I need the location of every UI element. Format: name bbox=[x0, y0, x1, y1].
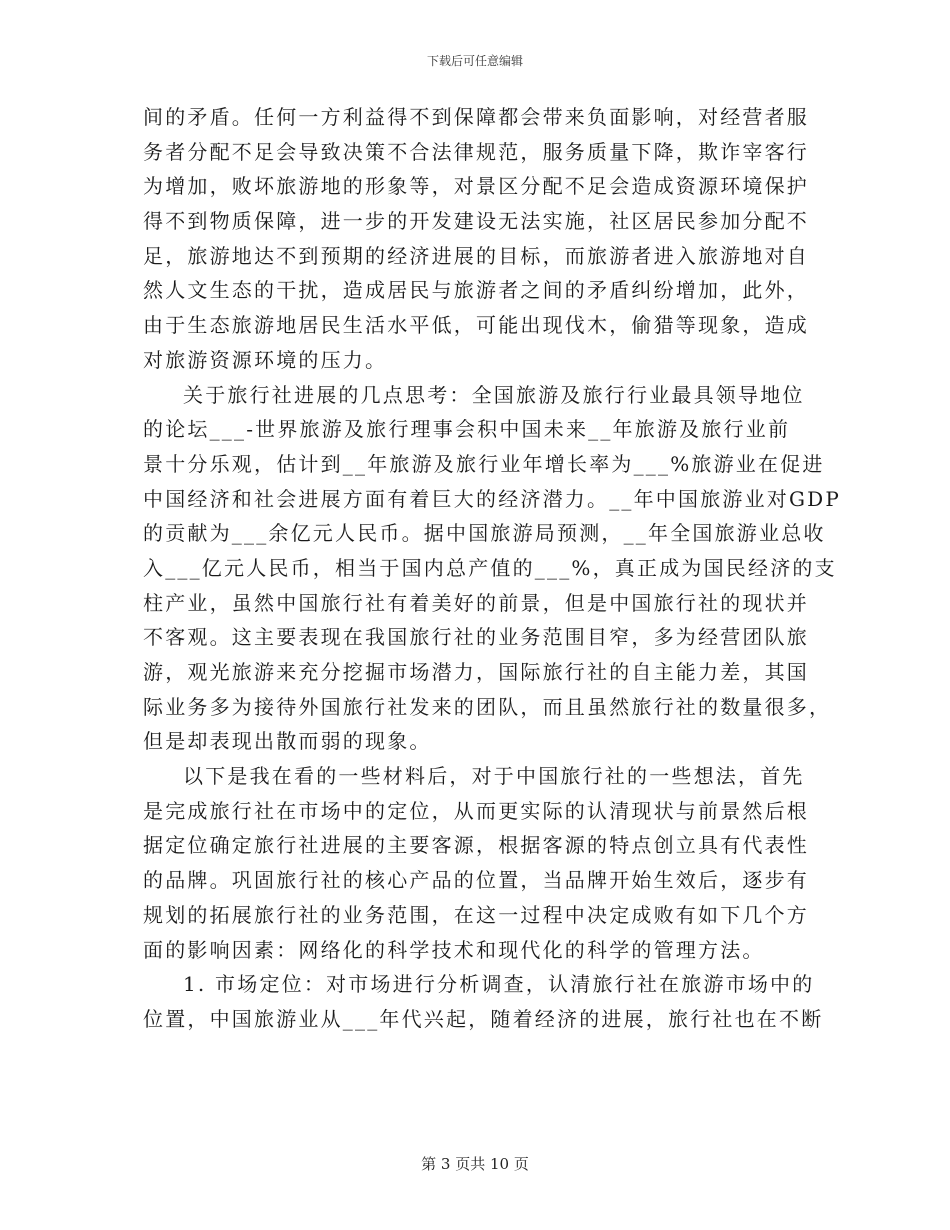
page-footer: 第 3 页共 10 页 bbox=[421, 1155, 529, 1173]
text-line: 但是却表现出散而弱的现象。 bbox=[143, 729, 432, 754]
text-line: 入___亿元人民币，相当于国内总产值的___%，真正成为国民经济的支 bbox=[143, 555, 837, 580]
text-line: 1. 市场定位：对市场进行分析调查，认清旅行社在旅游市场中的 bbox=[183, 972, 815, 997]
text-line: 为增加，败坏旅游地的形象等，对景区分配不足会造成资源环境保护 bbox=[143, 174, 809, 199]
text-line: 的品牌。巩固旅行社的核心产品的位置，当品牌开始生效后，逐步有 bbox=[143, 868, 809, 893]
text-line: 以下是我在看的一些材料后，对于中国旅行社的一些想法，首先 bbox=[183, 764, 805, 789]
text-line: 据定位确定旅行社进展的主要客源，根据客源的特点创立具有代表性 bbox=[143, 833, 809, 858]
text-line: 对旅游资源环境的压力。 bbox=[143, 347, 388, 372]
text-line: 的贡献为___余亿元人民币。据中国旅游局预测，__年全国旅游业总收 bbox=[143, 521, 826, 546]
text-line: 由于生态旅游地居民生活水平低，可能出现伐木，偷猎等现象，造成 bbox=[143, 313, 809, 338]
text-line: 务者分配不足会导致决策不合法律规范，服务质量下降，欺诈宰客行 bbox=[143, 139, 809, 164]
text-line: 际业务多为接待外国旅行社发来的团队，而且虽然旅行社的数量很多， bbox=[143, 694, 832, 719]
text-line: 是完成旅行社在市场中的定位，从而更实际的认清现状与前景然后根 bbox=[143, 798, 809, 823]
text-line: 然人文生态的干扰，造成居民与旅游者之间的矛盾纠纷增加，此外， bbox=[143, 278, 809, 303]
text-line: 中国经济和社会进展方面有着巨大的经济潜力。__年中国旅游业对GDP bbox=[143, 486, 842, 511]
text-line: 的论坛___-世界旅游及旅行理事会积中国未来__年旅游及旅行业前 bbox=[143, 417, 791, 442]
paragraph bbox=[143, 378, 842, 760]
text-line: 位置，中国旅游业从___年代兴起，随着经济的进展，旅行社也在不断 bbox=[143, 1006, 824, 1031]
text-line: 柱产业，虽然中国旅行社有着美好的前景，但是中国旅行社的现状并 bbox=[143, 590, 809, 615]
text-line: 间的矛盾。任何一方利益得不到保障都会带来负面影响，对经营者服 bbox=[143, 105, 809, 129]
text-line: 面的影响因素：网络化的科学技术和现代化的科学的管理方法。 bbox=[143, 937, 765, 962]
text-line: 景十分乐观，估计到__年旅游及旅行业年增长率为___%旅游业在促进 bbox=[143, 451, 825, 476]
text-line: 得不到物质保障，进一步的开发建设无法实施，社区居民参加分配不 bbox=[143, 209, 809, 234]
document-body bbox=[143, 100, 842, 1037]
paragraph bbox=[143, 100, 807, 378]
page-header: 下载后可任意编辑 bbox=[426, 54, 523, 68]
text-line: 不客观。这主要表现在我国旅行社的业务范围目窄，多为经营团队旅 bbox=[143, 625, 809, 650]
text-line: 规划的拓展旅行社的业务范围，在这一过程中决定成败有如下几个方 bbox=[143, 902, 809, 927]
text-line: 关于旅行社进展的几点思考：全国旅游及旅行行业最具领导地位 bbox=[183, 382, 805, 407]
paragraph bbox=[143, 759, 807, 967]
text-line: 游，观光旅游来充分挖掘市场潜力，国际旅行社的自主能力差，其国 bbox=[143, 660, 809, 684]
text-line: 足，旅游地达不到预期的经济进展的目标，而旅游者进入旅游地对自 bbox=[143, 243, 809, 268]
paragraph bbox=[143, 967, 824, 1036]
